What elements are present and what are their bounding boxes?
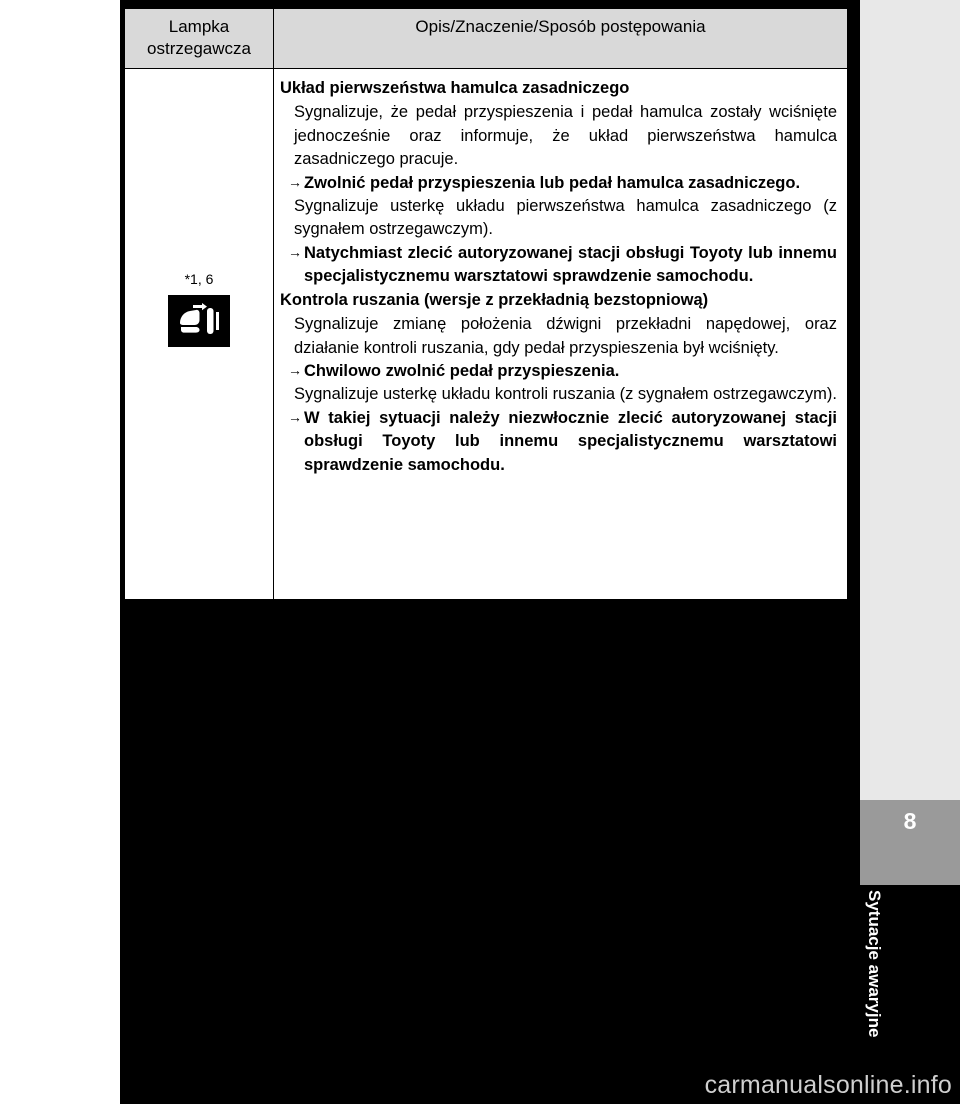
cell-description (274, 68, 848, 599)
section-action (288, 172, 837, 195)
arrow-icon: → (288, 243, 302, 260)
header-lamp-line1: Lampka (168, 17, 230, 36)
section-paragraph-2: Sygnalizuje usterkę układu pierwszeństwa hamulca zasadniczego (z sygnałem ostrzegawczym). (294, 196, 837, 239)
section-start-control (280, 289, 837, 477)
section-action-2-text: W takiej sytuacji należy niezwłocznie zlecić autoryzowanej stacji obsługi Toyoty lub innemu specjalistycznemu warsztatowi sprawdzenie samochodu. (304, 408, 837, 474)
arrow-icon: → (288, 361, 302, 378)
table-row (125, 68, 848, 599)
header-lamp-line2: ostrzegawcza (147, 39, 251, 59)
header-description: Opis/Znaczenie/Sposób postępowania (274, 9, 848, 69)
table-header-row (125, 9, 848, 69)
section-heading: Kontrola ruszania (wersje z przekładnią bezstopniową) (280, 290, 709, 309)
footnote-marker: *1, 6 (184, 270, 214, 287)
chapter-number: 8 (903, 808, 917, 834)
section-brake-override (280, 77, 837, 289)
section-paragraph-2: Sygnalizuje usterkę układu kontroli ruszania (z sygnałem ostrzegawczym). (294, 385, 837, 404)
section-action-2-text: Natychmiast zlecić autoryzowanej stacji obsługi Toyoty lub innemu specjalistycznemu warsztatowi sprawdzenie samochodu. (304, 243, 837, 286)
cell-lamp (125, 68, 274, 599)
section-action-text: Zwolnić pedał przyspieszenia lub pedał hamulca zasadniczego. (304, 173, 801, 192)
section-heading: Układ pierwszeństwa hamulca zasadniczego (280, 78, 630, 97)
watermark: carmanualsonline.info (704, 1071, 952, 1099)
chapter-title: Sytuacje awaryjne (865, 890, 884, 1038)
arrow-icon: → (288, 173, 302, 190)
arrow-icon: → (288, 408, 302, 425)
section-action (288, 360, 837, 383)
section-paragraph: Sygnalizuje, że pedał przyspieszenia i pedał hamulca zostały wciśnięte jednocześnie oraz informuje, że układ pierwszeństwa hamulca zasadniczego pracuje. (294, 103, 837, 169)
section-action-2 (288, 242, 837, 289)
brake-override-pedal-icon (168, 295, 230, 347)
warning-lamp-table (122, 6, 850, 602)
header-lamp (125, 9, 274, 69)
section-paragraph: Sygnalizuje zmianę położenia dźwigni przekładni napędowej, oraz działanie kontroli ruszania, gdy pedał przyspieszenia był wciśnięty. (294, 315, 837, 357)
section-action-text: Chwilowo zwolnić pedał przyspieszenia. (304, 361, 620, 380)
section-action-2 (288, 407, 837, 477)
